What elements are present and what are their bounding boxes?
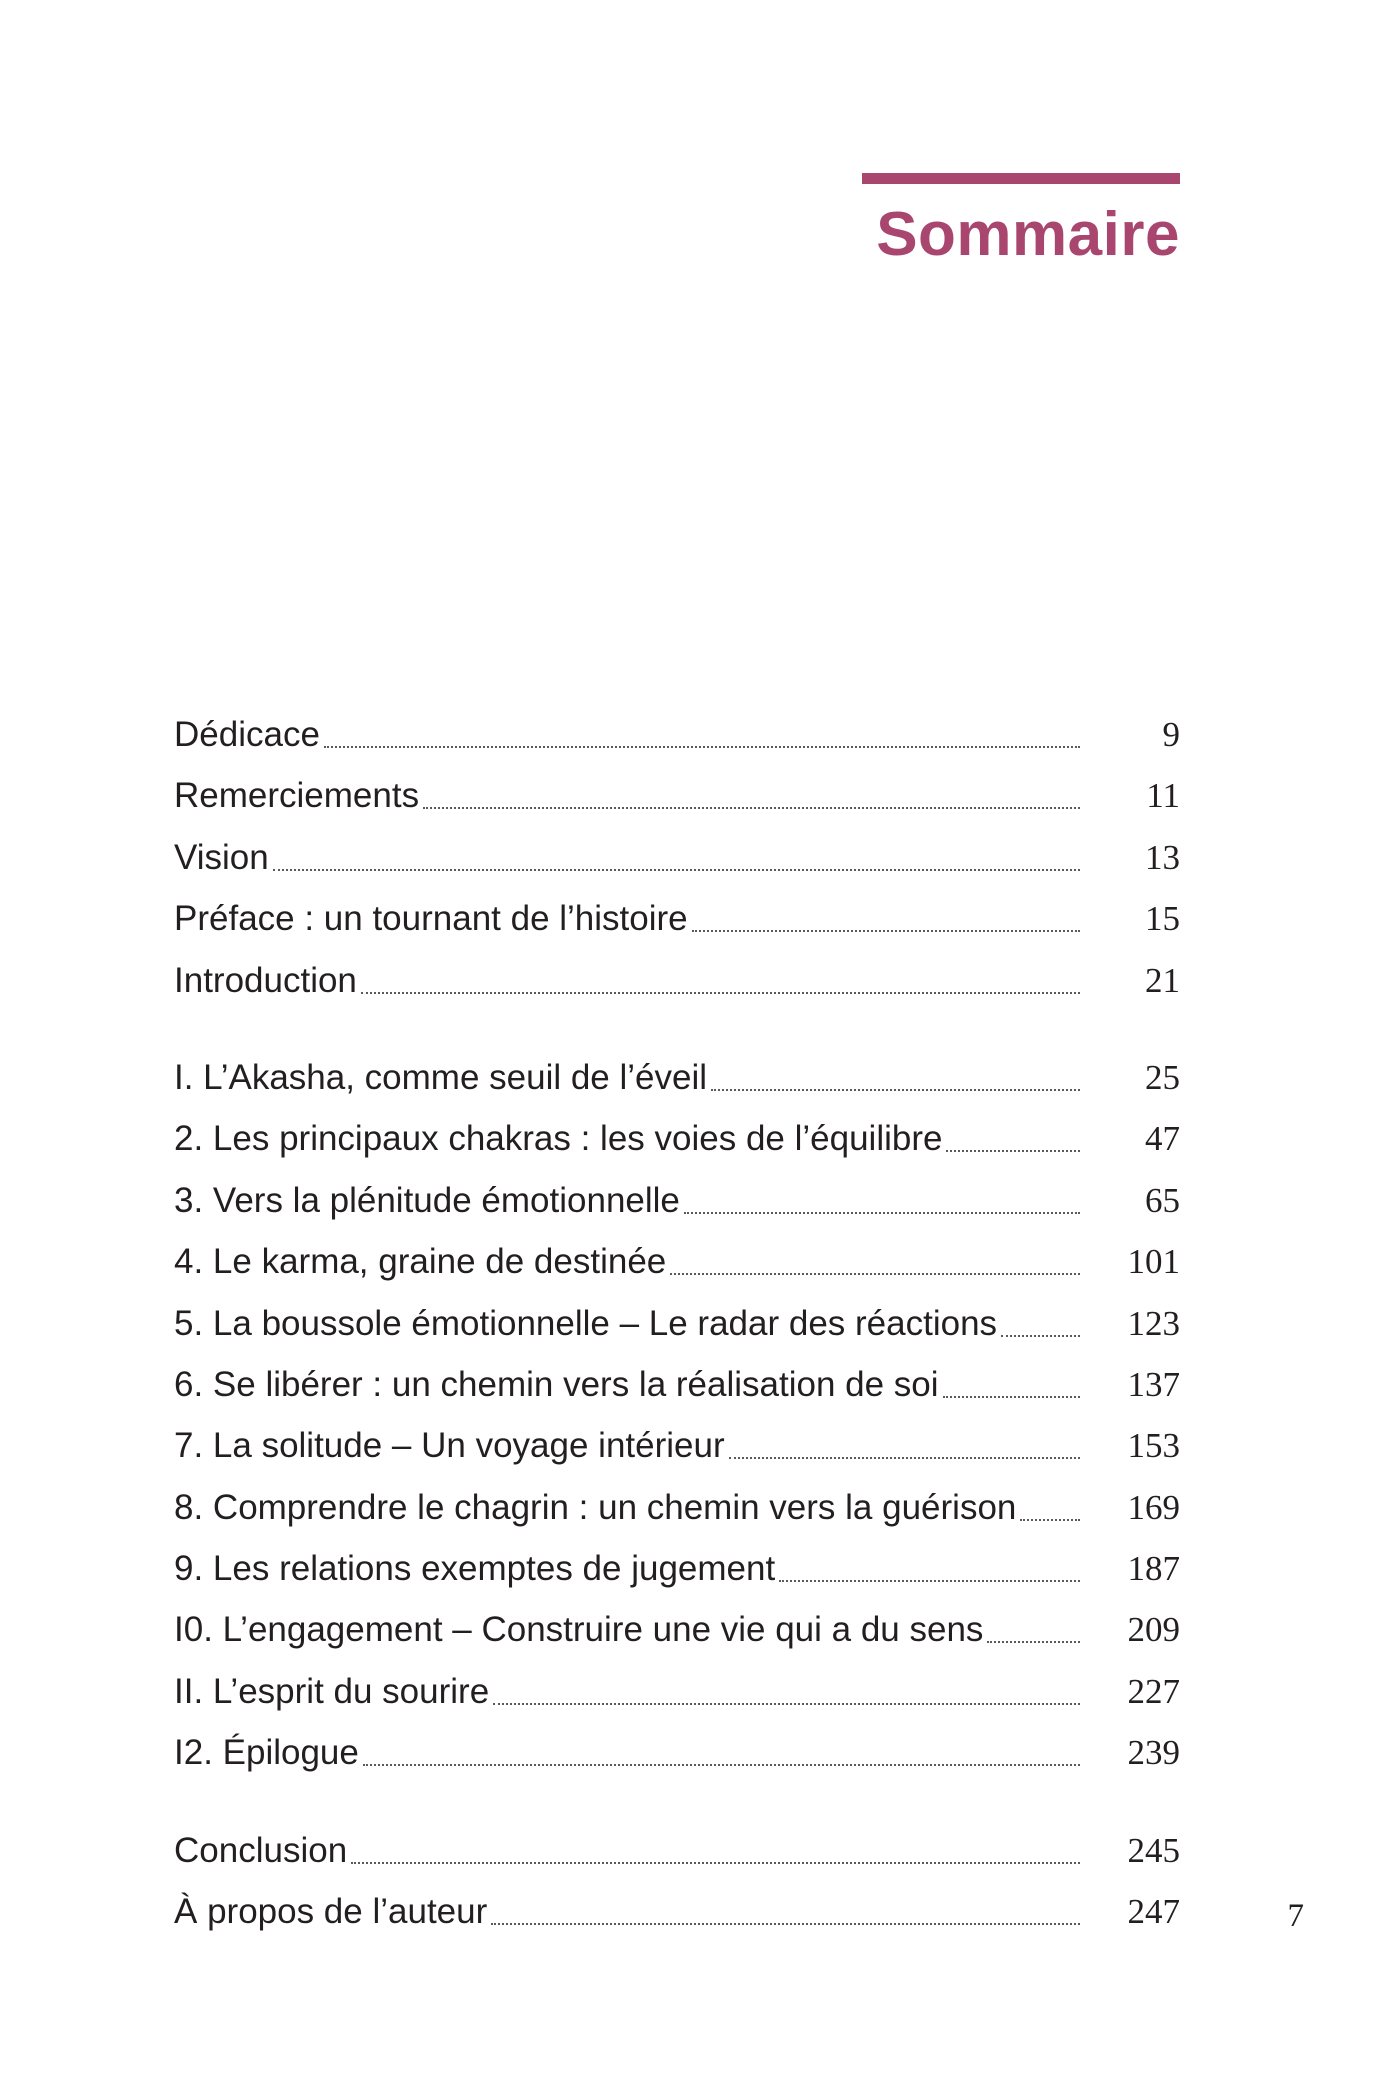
toc-entry-label: Introduction [174,960,357,1000]
toc-entry-label: 4. Le karma, graine de destinée [174,1242,667,1282]
toc-entry [174,1232,1180,1293]
dot-leader [779,1539,1080,1599]
page-title: Sommaire [876,200,1180,269]
group-spacer [174,1785,1180,1821]
toc-entry-page: 101 [1127,1242,1180,1282]
toc-entry-label: II. L’esprit du sourire [174,1671,490,1711]
dot-leader [351,1821,1080,1881]
toc-entry-page: 123 [1127,1303,1180,1343]
dot-leader [273,828,1080,888]
toc-entry [174,828,1180,889]
toc-entry [174,705,1180,766]
toc-entry [174,1478,1180,1539]
toc-entry-label: 5. La boussole émotionnelle – Le radar des réactions [174,1303,998,1343]
dot-leader [1020,1478,1080,1538]
toc-entry-page: 47 [1145,1119,1180,1159]
title-rule [862,173,1180,184]
toc-entry [174,1416,1180,1477]
toc-entry [174,1048,1180,1109]
toc-entry [174,1882,1180,1943]
dot-leader [491,1882,1080,1942]
toc-entry-label: Dédicace [174,715,320,754]
dot-leader [943,1355,1080,1415]
dot-leader [670,1232,1080,1292]
dot-leader [987,1600,1080,1660]
toc-entry-label: Préface : un tournant de l’histoire [174,899,688,939]
dot-leader [692,889,1080,949]
toc-entry-page: 25 [1145,1057,1180,1097]
toc-entry [174,1109,1180,1170]
dot-leader [946,1109,1080,1169]
toc-entry [174,1539,1180,1600]
toc-entry [174,1723,1180,1784]
toc-entry-page: 21 [1145,960,1180,1000]
toc-entry-page: 239 [1127,1733,1180,1773]
toc-entry [174,1662,1180,1723]
toc-entry-label: 7. La solitude – Un voyage intérieur [174,1426,725,1466]
dot-leader [361,951,1080,1011]
dot-leader [684,1171,1080,1231]
toc-entry-page: 247 [1127,1892,1180,1932]
toc-entry-label: 3. Vers la plénitude émotionnelle [174,1180,680,1220]
toc-entry-label: 9. Les relations exemptes de jugement [174,1549,776,1589]
toc-entry-page: 209 [1127,1610,1180,1650]
dot-leader [729,1416,1080,1476]
toc-entry-page: 15 [1145,899,1180,939]
toc-entry [174,889,1180,950]
dot-leader [423,766,1080,826]
toc-entry-label: 6. Se libérer : un chemin vers la réalisation de soi [174,1364,939,1404]
toc-entry-label: Conclusion [174,1830,348,1870]
toc-front-matter [174,705,1180,1012]
dot-leader [1001,1294,1080,1354]
dot-leader [493,1662,1080,1722]
toc-entry-page: 169 [1127,1487,1180,1527]
toc-entry-page: 227 [1127,1671,1180,1711]
toc-entry [174,766,1180,827]
toc-entry-page: 245 [1127,1830,1180,1870]
toc-entry [174,1355,1180,1416]
toc-entry-label: 8. Comprendre le chagrin : un chemin vers la guérison [174,1487,1017,1527]
dot-leader [363,1723,1080,1783]
toc-entry-page: 187 [1127,1549,1180,1589]
toc-entry-page: 9 [1162,715,1180,754]
toc-entry-label: 2. Les principaux chakras : les voies de l’équilibre [174,1119,943,1159]
toc-entry-page: 13 [1145,837,1180,877]
title-block [862,173,1180,270]
toc-entry-page: 137 [1127,1364,1180,1404]
table-of-contents [174,705,1180,1943]
toc-entry-page: 65 [1145,1180,1180,1220]
toc-entry-label: I. L’Akasha, comme seuil de l’éveil [174,1057,708,1097]
toc-entry-label: À propos de l’auteur [174,1892,488,1932]
page-number: 7 [1287,1898,1304,1934]
toc-entry-label: Remerciements [174,776,420,816]
toc-entry [174,1294,1180,1355]
toc-entry [174,1600,1180,1661]
toc-entry-page: 153 [1127,1426,1180,1466]
toc-entry-page: 11 [1146,776,1180,816]
group-spacer [174,1012,1180,1048]
dot-leader [324,705,1080,765]
toc-back-matter [174,1821,1180,1944]
toc-entry-label: I0. L’engagement – Construire une vie qui a du sens [174,1610,984,1650]
toc-entry [174,1821,1180,1882]
toc-entry-label: I2. Épilogue [174,1733,359,1773]
dot-leader [711,1048,1080,1108]
toc-chapters [174,1048,1180,1785]
toc-entry [174,1171,1180,1232]
toc-entry-label: Vision [174,837,269,877]
toc-entry [174,951,1180,1012]
